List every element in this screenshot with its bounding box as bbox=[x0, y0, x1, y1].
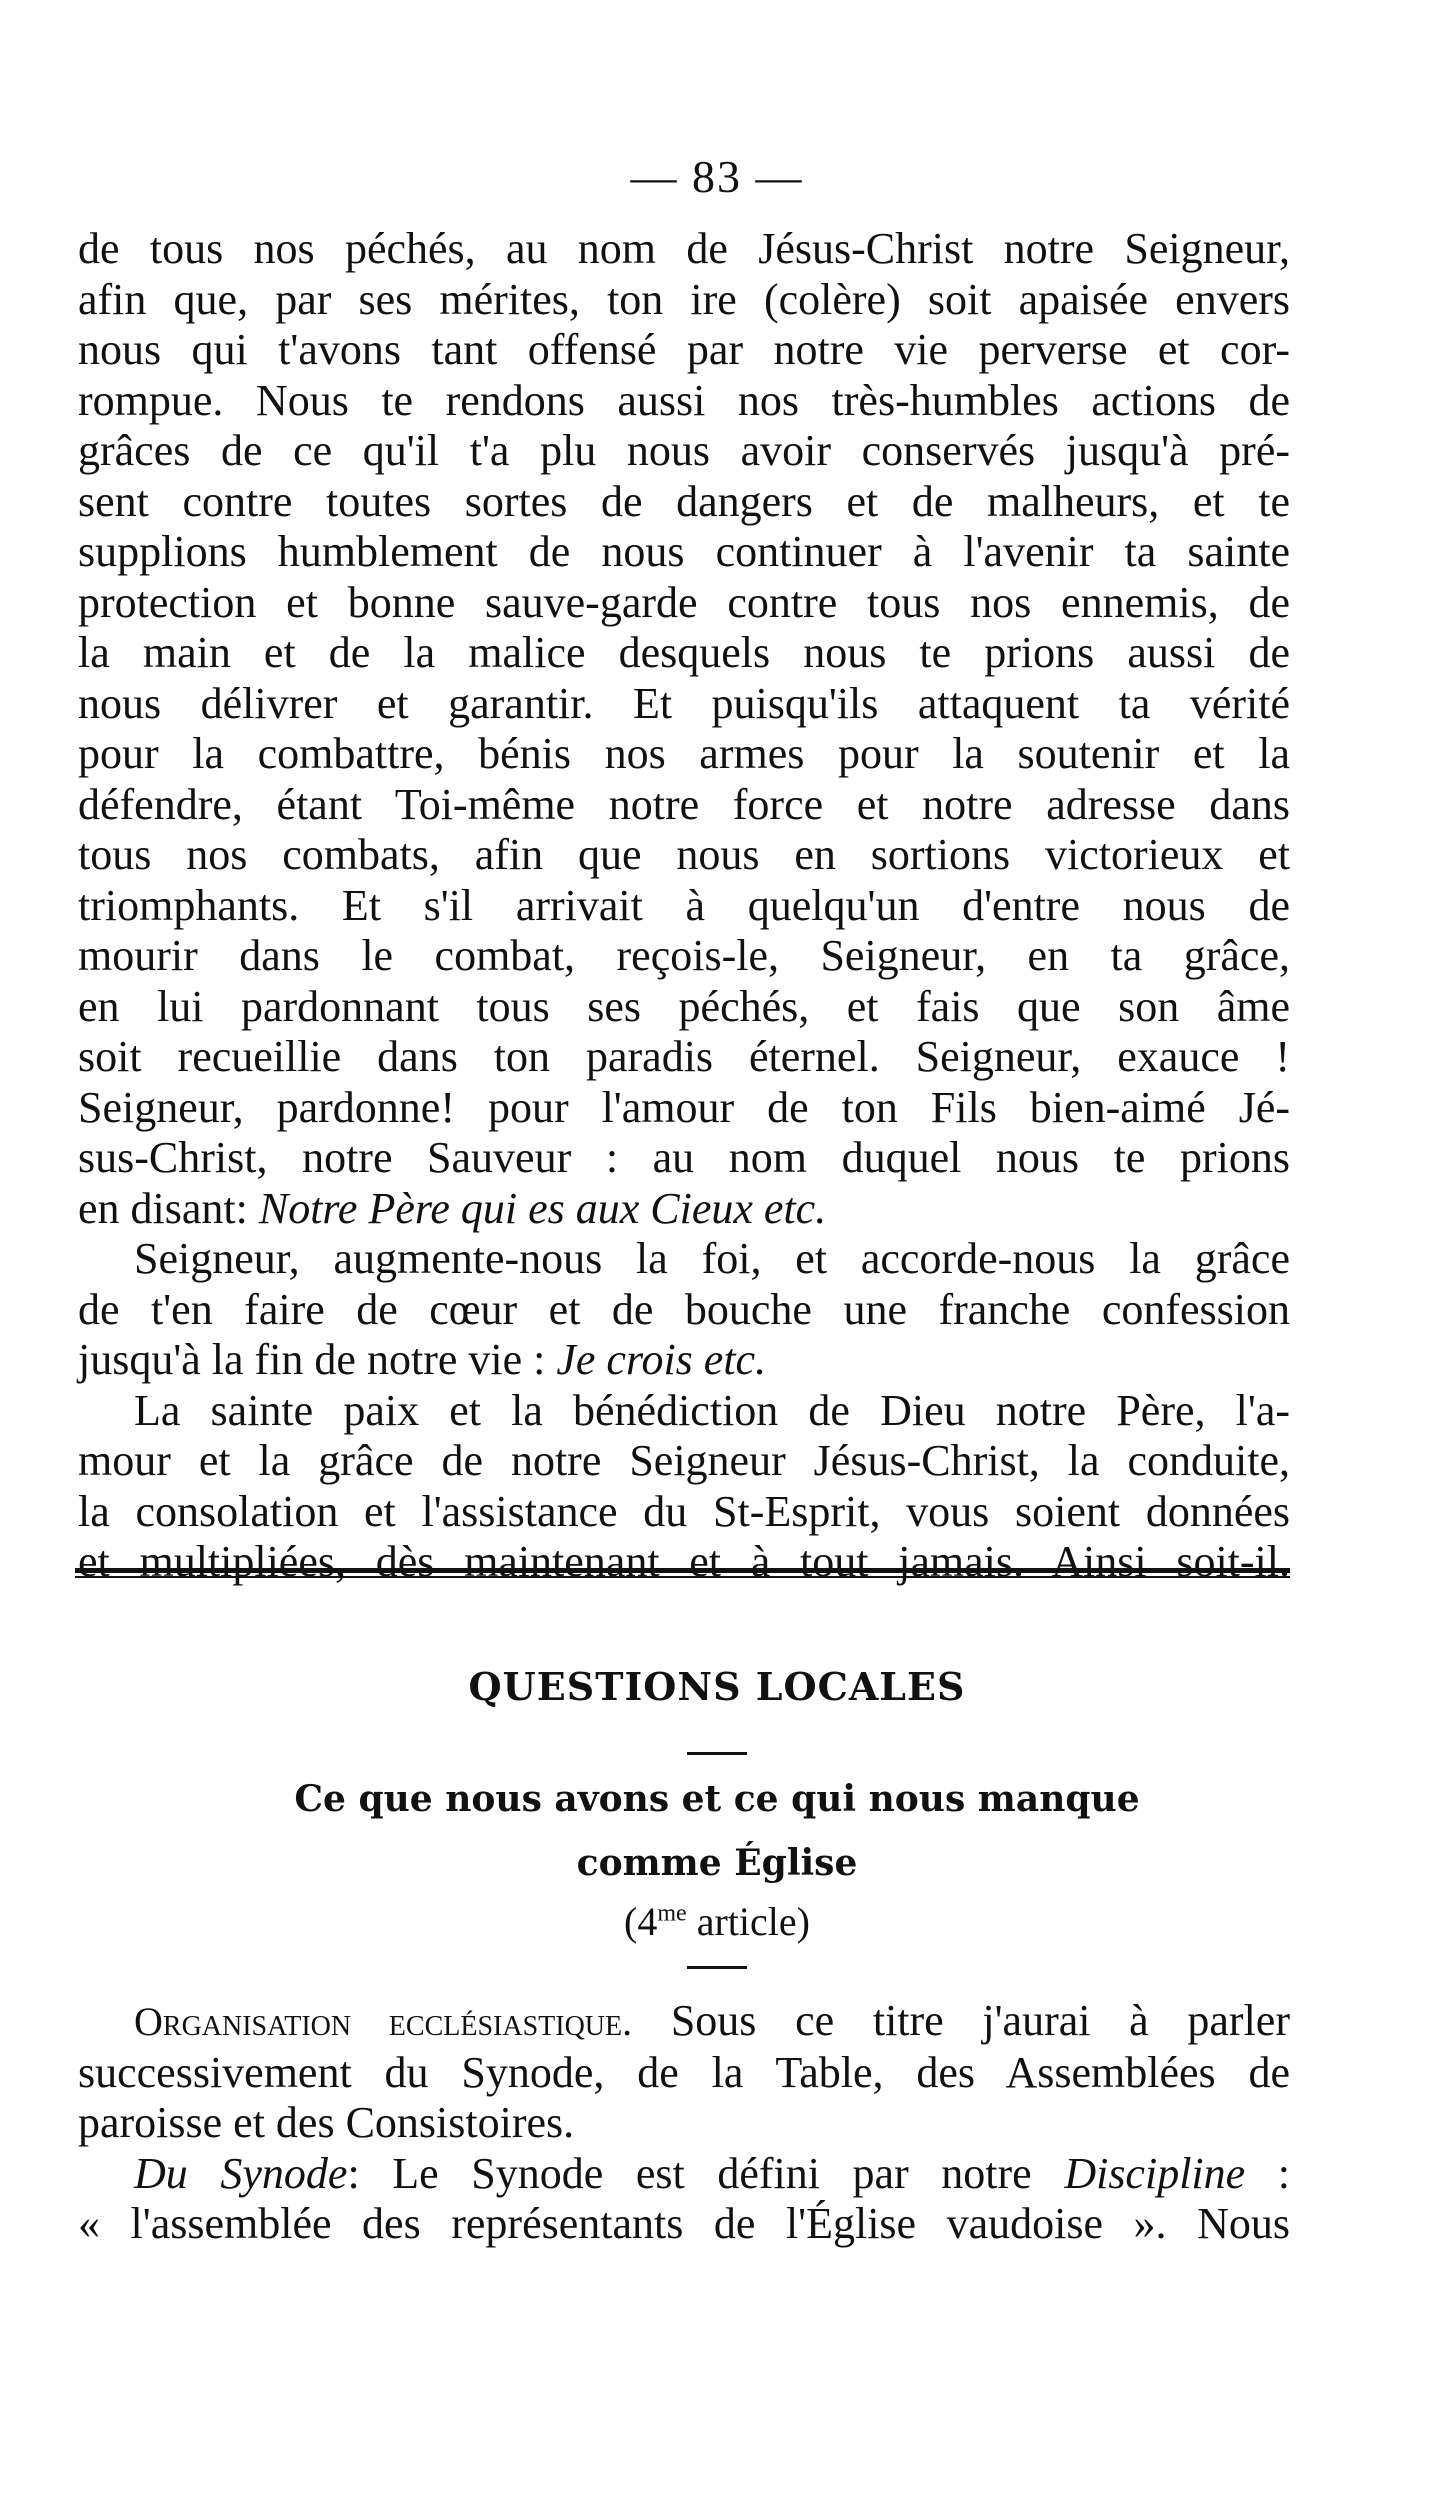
text-line: pour la combattre, bénis nos armes pour la soutenir et la bbox=[78, 729, 1290, 778]
text-line: grâces de ce qu'il t'a plu nous avoir conservés jusqu'à pré- bbox=[78, 426, 1290, 475]
text-line: de t'en faire de cœur et de bouche une franche confession bbox=[78, 1284, 1290, 1334]
org-heading: Organisation ecclésiastique. bbox=[134, 1999, 633, 2044]
text-line: sus-Christ, notre Sauveur : au nom duquel nous te prions bbox=[78, 1133, 1290, 1182]
text-line: protection et bonne sauve-garde contre tous nos ennemis, de bbox=[78, 577, 1290, 627]
subtitle-line-1: Ce que nous avons et ce qui nous manque bbox=[294, 1778, 1140, 1820]
text-fragment: en disant: bbox=[78, 1183, 259, 1233]
text-line: la consolation et l'assistance du St-Esprit, vous soient données bbox=[78, 1486, 1290, 1536]
text-fragment: : bbox=[1245, 2148, 1290, 2198]
section-divider bbox=[75, 1568, 1290, 1578]
lords-prayer-reference: Notre Père qui es aux Cieux etc. bbox=[258, 1183, 827, 1233]
text-line bbox=[78, 1996, 1290, 2048]
main-text-block bbox=[78, 224, 1290, 1588]
article-number bbox=[0, 1898, 1434, 1945]
text-line: mour et la grâce de notre Seigneur Jésus-Christ, la conduite, bbox=[78, 1436, 1290, 1485]
article-body bbox=[78, 1996, 1290, 2250]
text-line: et multipliées, dès maintenant et à tout jamais. Ainsi soit-il. bbox=[78, 1537, 1290, 1586]
text-line: Seigneur, pardonne! pour l'amour de ton Fils bien-aimé Jé- bbox=[78, 1082, 1290, 1132]
subtitle-line-2: comme Église bbox=[576, 1842, 858, 1884]
article-sup: me bbox=[657, 1900, 687, 1927]
text-line: La sainte paix et la bénédiction de Dieu notre Père, l'a- bbox=[134, 1385, 1290, 1435]
article-open: (4 bbox=[624, 1899, 658, 1944]
text-line: la main et de la malice desquels nous te prions aussi de bbox=[78, 628, 1290, 677]
article-close: article) bbox=[686, 1899, 810, 1944]
text-line: sent contre toutes sortes de dangers et de malheurs, et te bbox=[78, 476, 1290, 526]
text-line: nous délivrer et garantir. Et puisqu'ils attaquent ta vérité bbox=[78, 678, 1290, 728]
text-line: de tous nos péchés, au nom de Jésus-Christ notre Seigneur, bbox=[78, 224, 1290, 273]
creed-reference: Je crois etc. bbox=[556, 1335, 767, 1384]
text-line: tous nos combats, afin que nous en sortions victorieux et bbox=[78, 830, 1290, 879]
discipline-reference: Discipline bbox=[1064, 2148, 1246, 2198]
text-line: défendre, étant Toi-même notre force et notre adresse dans bbox=[78, 779, 1290, 829]
text-line: soit recueillie dans ton paradis éternel. Seigneur, exauce ! bbox=[78, 1032, 1290, 1081]
text-line: supplions humblement de nous continuer à l'avenir ta sainte bbox=[78, 527, 1290, 576]
text-fragment: jusqu'à la fin de notre vie : bbox=[78, 1335, 557, 1384]
text-line: en lui pardonnant tous ses péchés, et fais que son âme bbox=[78, 981, 1290, 1031]
text-line bbox=[78, 1184, 1290, 1235]
text-fragment: : Le Synode est défini par notre bbox=[347, 2148, 1065, 2198]
text-line bbox=[78, 2149, 1290, 2200]
synode-heading: Du Synode bbox=[134, 2148, 348, 2198]
text-line: « l'assemblée des représentants de l'Église vaudoise ». Nous bbox=[78, 2199, 1290, 2248]
page-number: — 83 — bbox=[630, 151, 804, 202]
text-line: successivement du Synode, de la Table, des Assemblées de bbox=[78, 2047, 1290, 2097]
text-line: rompue. Nous te rendons aussi nos très-humbles actions de bbox=[78, 375, 1290, 425]
short-divider bbox=[687, 1966, 747, 1969]
text-line: mourir dans le combat, reçois-le, Seigneur, en ta grâce, bbox=[78, 931, 1290, 980]
text-line: paroisse et des Consistoires. bbox=[78, 2098, 575, 2147]
text-fragment: Sous ce titre j'aurai à parler bbox=[632, 1996, 1290, 2045]
section-title: QUESTIONS LOCALES bbox=[468, 1664, 966, 1709]
text-line: afin que, par ses mérites, ton ire (colère) soit apaisée envers bbox=[78, 274, 1290, 324]
text-line bbox=[78, 1335, 1290, 1386]
text-line: triomphants. Et s'il arrivait à quelqu'un d'entre nous de bbox=[78, 880, 1290, 930]
text-line: Seigneur, augmente-nous la foi, et accorde-nous la grâce bbox=[134, 1234, 1290, 1283]
short-divider bbox=[687, 1752, 747, 1755]
text-line: nous qui t'avons tant offensé par notre vie perverse et cor- bbox=[78, 325, 1290, 374]
